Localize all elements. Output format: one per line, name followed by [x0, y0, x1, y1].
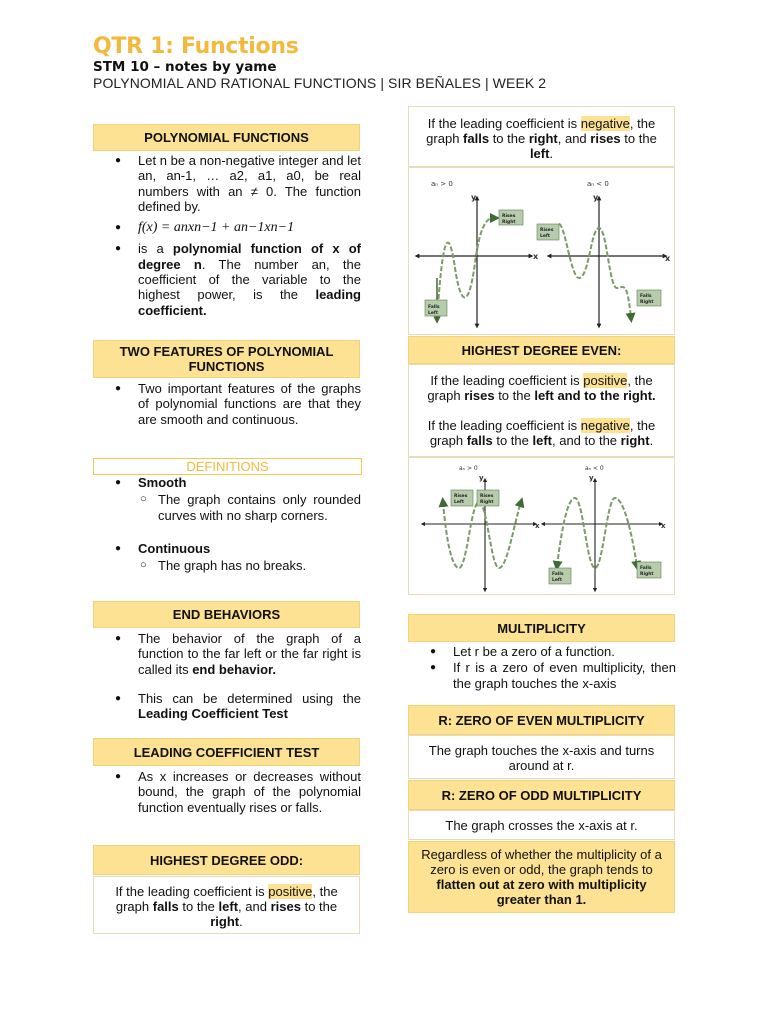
y-axis-label: y — [479, 474, 484, 482]
end-behaviors-list — [113, 631, 361, 723]
end-behaviors-heading: END BEHAVIORS — [93, 601, 360, 628]
even-degree-graph-svg — [409, 458, 676, 596]
definitions-label: DEFINITIONS — [93, 458, 362, 475]
highest-degree-odd-heading: HIGHEST DEGREE ODD: — [93, 845, 360, 875]
odd-degree-graph — [408, 167, 675, 335]
rises-right-label-2: Right — [480, 500, 494, 505]
odd-negative-box: If the leading coefficient is negative, the graph falls to the right, and rises to the left. — [408, 106, 675, 167]
even-positive-curve — [443, 502, 521, 568]
list-item: ● Let r be a zero of a function. — [428, 644, 676, 659]
rises-left-label: Rises — [454, 494, 468, 499]
page-title: QTR 1: Functions — [93, 34, 299, 59]
falls-left-label-2: Left — [428, 311, 439, 316]
falls-left-label: Falls — [428, 305, 440, 310]
odd-positive-box: If the leading coefficient is positive, the graph falls to the left, and rises to the right. — [93, 876, 360, 934]
an-negative-label: aₙ < 0 — [585, 465, 604, 472]
zero-odd-multiplicity-heading: R: ZERO OF ODD MULTIPLICITY — [408, 780, 675, 810]
list-item: ● As x increases or decreases without bound, the graph of the polynomial function eventually rises or falls. — [113, 769, 361, 815]
odd-degree-graph-svg — [409, 168, 676, 336]
rises-left-label-2: Left — [454, 500, 465, 505]
odd-negative-curve — [559, 224, 631, 318]
falls-right-label-2: Right — [640, 572, 654, 577]
even-box — [408, 364, 675, 457]
y-axis-label: y — [589, 474, 594, 482]
polynomial-functions-heading: POLYNOMIAL FUNCTIONS — [93, 124, 360, 151]
an-positive-label: aₙ > 0 — [459, 465, 478, 472]
rises-left-label: Rises — [540, 228, 554, 233]
x-axis-label: x — [665, 254, 671, 263]
even-positive-text: If the leading coefficient is positive, the graph rises to the left and to the right. — [427, 373, 656, 403]
an-negative-label: aₙ < 0 — [587, 180, 609, 188]
list-item: ● The behavior of the graph of a function to the far left or the far right is called its end behavior. — [113, 631, 361, 677]
list-item: ● This can be determined using the Leading Coefficient Test — [113, 691, 361, 722]
list-item: ● Two important features of the graphs of polynomial functions are that they are smooth and continuous. — [113, 381, 361, 427]
rises-right-label: Rises — [502, 214, 516, 219]
x-axis-label: x — [533, 252, 539, 261]
y-axis-label: y — [593, 193, 599, 202]
list-item: ● Smooth — [113, 475, 361, 490]
multiplicity-note-box: Regardless of whether the multiplicity of a zero is even or odd, the graph tends to flatten out at zero with multiplicity greater than 1. — [408, 841, 675, 913]
two-features-heading: TWO FEATURES OF POLYNOMIAL FUNCTIONS — [93, 340, 360, 378]
falls-right-label-2: Right — [640, 300, 654, 305]
falls-right-label: Falls — [640, 294, 652, 299]
polynomial-functions-list — [113, 153, 361, 320]
rises-right-label: Rises — [480, 494, 494, 499]
lct-list — [113, 769, 361, 817]
page-subtitle: STM 10 – notes by yame — [93, 59, 277, 75]
even-degree-graph — [408, 457, 675, 595]
definitions-list — [113, 475, 361, 573]
features-list — [113, 381, 361, 429]
list-item: ● f(x) = anxn−1 + an−1xn−1 — [113, 220, 361, 235]
leading-coefficient-test-heading: LEADING COEFFICIENT TEST — [93, 738, 360, 766]
course-line: POLYNOMIAL AND RATIONAL FUNCTIONS | SIR BEÑALES | WEEK 2 — [93, 75, 547, 91]
y-axis-label: y — [471, 193, 477, 202]
list-item: ● Continuous — [113, 541, 361, 556]
even-negative-curve — [557, 498, 637, 568]
sub-item: ○ The graph has no breaks. — [113, 558, 361, 573]
an-positive-label: aₙ > 0 — [431, 180, 453, 188]
falls-right-label: Falls — [640, 566, 652, 571]
multiplicity-list — [428, 644, 676, 693]
sub-item: ○ The graph contains only rounded curves with no sharp corners. — [113, 492, 361, 523]
list-item: ● is a polynomial function of x of degree n. The number an, the coefficient of the variable to the highest power, is the leading coefficient. — [113, 241, 361, 317]
rises-right-label-2: Right — [502, 220, 516, 225]
list-item: ● Let n be a non-negative integer and let an, an-1, … a2, a1, a0, be real numbers with an ≠ 0. The function defined by. — [113, 153, 361, 214]
highest-degree-even-heading: HIGHEST DEGREE EVEN: — [408, 336, 675, 364]
rises-left-label-2: Left — [540, 234, 551, 239]
zero-odd-multiplicity-box: The graph crosses the x-axis at r. — [408, 810, 675, 840]
zero-even-multiplicity-box: The graph touches the x-axis and turns around at r. — [408, 735, 675, 779]
falls-left-label-2: Left — [552, 578, 563, 583]
even-negative-text: If the leading coefficient is negative, the graph falls to the left, and to the right. — [427, 418, 656, 448]
x-axis-label: x — [661, 522, 666, 530]
zero-even-multiplicity-heading: R: ZERO OF EVEN MULTIPLICITY — [408, 705, 675, 735]
x-axis-label: x — [535, 522, 540, 530]
falls-left-label: Falls — [552, 572, 564, 577]
multiplicity-heading: MULTIPLICITY — [408, 614, 675, 642]
list-item: ● If r is a zero of even multiplicity, then the graph touches the x-axis — [428, 660, 676, 691]
